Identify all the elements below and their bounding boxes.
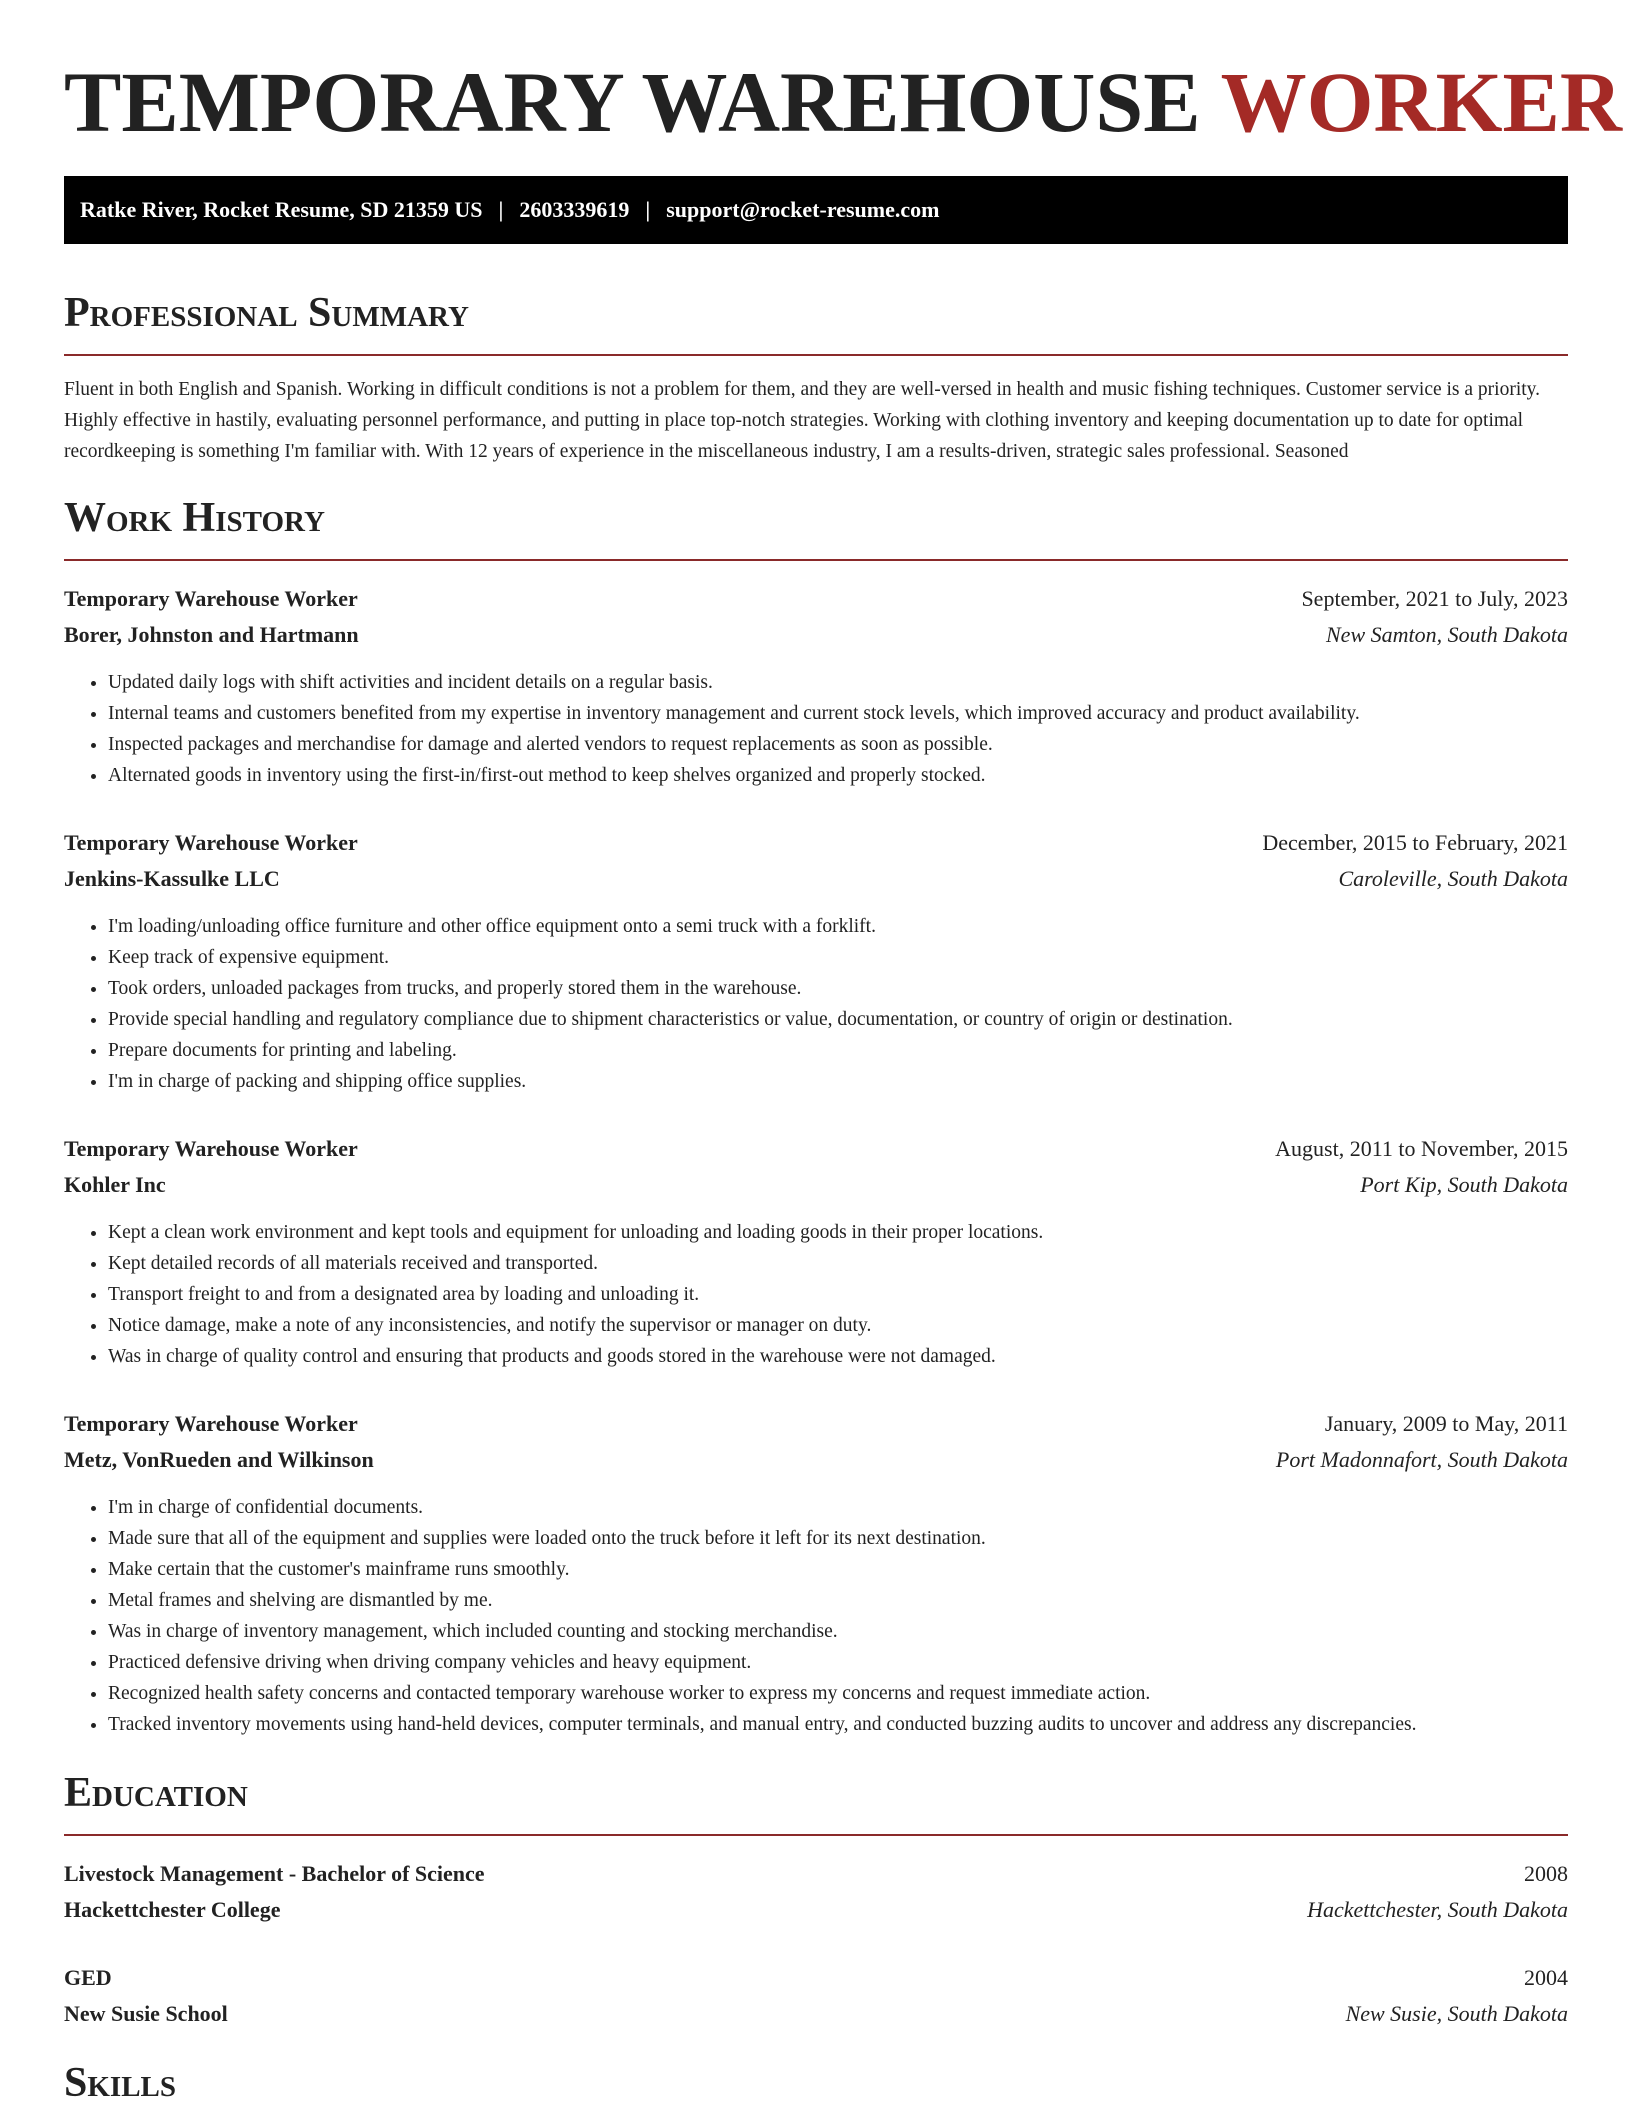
education-location: New Susie, South Dakota — [1345, 2001, 1568, 2026]
education-section — [64, 1768, 1568, 2032]
job-company: Borer, Johnston and Hartmann — [64, 622, 359, 647]
job-dates: December, 2015 to February, 2021 — [1262, 830, 1568, 855]
job-company-row — [64, 1167, 1568, 1203]
summary-heading: Professional Summary — [64, 290, 469, 336]
job-company-row — [64, 1442, 1568, 1478]
education-entry — [64, 1856, 1568, 1928]
contact-address: Ratke River, Rocket Resume, SD 21359 US — [80, 197, 483, 222]
job-bullets — [64, 1492, 1568, 1740]
job-company: Jenkins-Kassulke LLC — [64, 866, 280, 891]
section-divider — [64, 354, 1568, 356]
work-history-section — [64, 493, 1568, 1740]
job-title-row — [64, 825, 1568, 861]
summary-section — [64, 288, 1568, 467]
education-heading: Education — [64, 1770, 248, 1816]
education-year: 2008 — [1524, 1861, 1568, 1886]
job-location: Caroleville, South Dakota — [1338, 866, 1568, 891]
contact-separator: | — [645, 197, 651, 222]
name-main: TEMPORARY WAREHOUSE — [64, 54, 1201, 150]
section-divider — [64, 559, 1568, 561]
job-bullet: • Alternated goods in inventory using the first-in/first-out method to keep shelves organized and properly stocked. — [108, 760, 1568, 791]
job-bullet: • Metal frames and shelving are dismantled by me. — [108, 1585, 1568, 1616]
job-bullet: • Keep track of expensive equipment. — [108, 942, 1568, 973]
job-bullet: • Updated daily logs with shift activities and incident details on a regular basis. — [108, 667, 1568, 698]
job-company-row — [64, 861, 1568, 897]
job-bullet: • Took orders, unloaded packages from trucks, and properly stored them in the warehouse. — [108, 973, 1568, 1004]
education-year: 2004 — [1524, 1965, 1568, 1990]
education-entry — [64, 1960, 1568, 2032]
education-degree-row — [64, 1856, 1568, 1892]
job-title: Temporary Warehouse Worker — [64, 830, 358, 855]
job-location: Port Kip, South Dakota — [1360, 1172, 1568, 1197]
job-bullet: • Provide special handling and regulatory compliance due to shipment characteristics or value, documentation, or country of origin or destination. — [108, 1004, 1568, 1035]
education-school-row — [64, 1996, 1568, 2032]
candidate-name — [64, 52, 1622, 152]
education-degree: GED — [64, 1965, 112, 1990]
summary-text: Fluent in both English and Spanish. Working in difficult conditions is not a problem for them, and they are well-versed in health and music fishing techniques. Customer service is a priority. Highly effective in hastily, evaluating personnel performance, and putting in place top-notch strategies. Working with clothing inventory and keeping documentation up to date for optimal recordkeeping is something I'm familiar with. With 12 years of experience in the miscellaneous industry, I am a results-driven, strategic sales professional. Seasoned — [64, 379, 1541, 462]
contact-phone: 2603339619 — [519, 197, 630, 222]
job-title-row — [64, 1131, 1568, 1167]
job-dates: January, 2009 to May, 2011 — [1324, 1411, 1568, 1436]
name-accent: WORKER — [1220, 54, 1622, 150]
job-bullet: • Kept a clean work environment and kept tools and equipment for unloading and loading goods in their proper locations. — [108, 1217, 1568, 1248]
job-bullet: • I'm loading/unloading office furniture and other office equipment onto a semi truck with a forklift. — [108, 911, 1568, 942]
job-entry — [64, 581, 1568, 791]
job-bullets — [64, 667, 1568, 791]
job-title: Temporary Warehouse Worker — [64, 1136, 358, 1161]
job-bullet: • I'm in charge of confidential documents. — [108, 1492, 1568, 1523]
job-dates: August, 2011 to November, 2015 — [1275, 1136, 1568, 1161]
job-bullet: • Notice damage, make a note of any inconsistencies, and notify the supervisor or manager on duty. — [108, 1310, 1568, 1341]
resume-page — [64, 0, 1622, 2108]
job-bullet: • Transport freight to and from a designated area by loading and unloading it. — [108, 1279, 1568, 1310]
job-bullet: • Was in charge of quality control and ensuring that products and goods stored in the warehouse were not damaged. — [108, 1341, 1568, 1372]
job-bullet: • Internal teams and customers benefited from my expertise in inventory management and current stock levels, which improved accuracy and product availability. — [108, 698, 1568, 729]
job-company: Kohler Inc — [64, 1172, 166, 1197]
education-degree: Livestock Management - Bachelor of Science — [64, 1861, 485, 1886]
job-bullets — [64, 911, 1568, 1097]
job-title: Temporary Warehouse Worker — [64, 586, 358, 611]
job-bullet: • Was in charge of inventory management, which included counting and stocking merchandise. — [108, 1616, 1568, 1647]
job-bullets — [64, 1217, 1568, 1372]
job-bullet: • Recognized health safety concerns and contacted temporary warehouse worker to express my concerns and request immediate action. — [108, 1678, 1568, 1709]
job-title-row — [64, 581, 1568, 617]
job-bullet: • Make certain that the customer's mainframe runs smoothly. — [108, 1554, 1568, 1585]
education-school: New Susie School — [64, 2001, 228, 2026]
job-bullet: • Kept detailed records of all materials received and transported. — [108, 1248, 1568, 1279]
contact-email: support@rocket-resume.com — [666, 197, 940, 222]
work-history-heading: Work History — [64, 495, 325, 541]
section-divider — [64, 1834, 1568, 1836]
job-title-row — [64, 1406, 1568, 1442]
education-school: Hackettchester College — [64, 1897, 281, 1922]
job-dates: September, 2021 to July, 2023 — [1301, 586, 1568, 611]
job-company-row — [64, 617, 1568, 653]
skills-section — [64, 2058, 1568, 2108]
job-entry — [64, 1406, 1568, 1740]
skills-heading: Skills — [64, 2060, 177, 2106]
job-entry — [64, 825, 1568, 1097]
job-bullet: • Inspected packages and merchandise for damage and alerted vendors to request replacements as soon as possible. — [108, 729, 1568, 760]
job-title: Temporary Warehouse Worker — [64, 1411, 358, 1436]
job-bullet: • Tracked inventory movements using hand-held devices, computer terminals, and manual entry, and conducted buzzing audits to uncover and address any discrepancies. — [108, 1709, 1568, 1740]
contact-bar — [64, 176, 1568, 244]
contact-separator: | — [498, 197, 504, 222]
job-bullet: • Prepare documents for printing and labeling. — [108, 1035, 1568, 1066]
job-bullet: • Practiced defensive driving when driving company vehicles and heavy equipment. — [108, 1647, 1568, 1678]
job-entry — [64, 1131, 1568, 1372]
education-school-row — [64, 1892, 1568, 1928]
job-bullet: • Made sure that all of the equipment and supplies were loaded onto the truck before it left for its next destination. — [108, 1523, 1568, 1554]
job-company: Metz, VonRueden and Wilkinson — [64, 1447, 374, 1472]
job-bullet: • I'm in charge of packing and shipping office supplies. — [108, 1066, 1568, 1097]
education-location: Hackettchester, South Dakota — [1307, 1897, 1568, 1922]
job-location: Port Madonnafort, South Dakota — [1275, 1447, 1568, 1472]
job-location: New Samton, South Dakota — [1326, 622, 1568, 647]
education-degree-row — [64, 1960, 1568, 1996]
